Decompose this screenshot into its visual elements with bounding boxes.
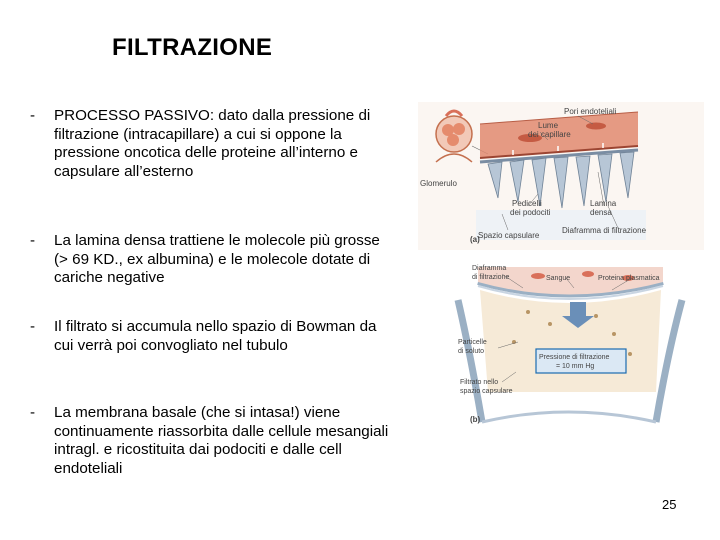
label-pedicelli-2: dei podociti: [510, 208, 551, 217]
label-lamina-1: Lamina: [590, 199, 617, 208]
label-pori-endoteliali: Pori endoteliali: [564, 107, 617, 116]
bullet-marker: -: [30, 404, 36, 421]
label-pressione-2: = 10 mm Hg: [556, 363, 595, 370]
panel-a-diagram: [418, 102, 704, 250]
page-number: 25: [662, 497, 677, 512]
label-lume-2: dei capillare: [528, 130, 571, 139]
bullet-item: [30, 107, 390, 181]
label-proteina-plasmatica: Proteina plasmatica: [598, 275, 660, 282]
label-diaframma-filtrazione-a: Diaframma di filtrazione: [562, 226, 647, 235]
bullet-item: [30, 318, 390, 355]
label-sangue: Sangue: [546, 275, 571, 282]
bullet-marker: -: [30, 232, 36, 249]
glomerular-filtration-figure: [418, 102, 704, 432]
label-pedicelli-1: Pedicelli: [512, 199, 542, 208]
bullet-marker: -: [30, 318, 36, 335]
label-glomerulo: Glomerulo: [420, 179, 457, 188]
bullet-item: [30, 404, 390, 478]
bullet-marker: -: [30, 107, 36, 124]
slide-title: FILTRAZIONE: [112, 34, 273, 61]
label-particelle-2: di soluto: [458, 348, 485, 355]
label-pressione-1: Pressione di filtrazione: [539, 354, 610, 361]
bullet-text: PROCESSO PASSIVO: dato dalla pressione di filtrazione (intracapillare) a cui si oppone la pressione oncotica delle proteine all’interno e capsulare all’esterno: [54, 107, 371, 180]
label-lume-1: Lume: [538, 121, 559, 130]
label-spazio-capsulare: Spazio capsulare: [478, 231, 540, 240]
label-particelle-1: Particelle: [458, 339, 487, 346]
label-diaframma-2: di filtrazione: [472, 274, 510, 281]
panel-b-label: (b): [470, 415, 481, 424]
label-filtrato-2: spazio capsulare: [460, 388, 513, 395]
panel-a-label: (a): [470, 235, 480, 244]
label-diaframma-1: Diaframma: [472, 265, 507, 272]
bullet-text: Il filtrato si accumula nello spazio di Bowman da cui verrà poi convogliato nel tubulo: [54, 318, 377, 354]
label-lamina-2: densa: [590, 208, 612, 217]
bullet-item: [30, 232, 390, 288]
bullet-text: La lamina densa trattiene le molecole più grosse (> 69 KD., ex albumina) e le molecole dotate di cariche negative: [54, 232, 380, 287]
label-filtrato-1: Filtrato nello: [460, 379, 499, 386]
panel-b-diagram: [418, 252, 704, 432]
bullet-text: La membrana basale (che si intasa!) viene continuamente riassorbita dalle cellule mesangiali intragl. e ricostituita dai podociti e dalle cell endoteliali: [54, 404, 389, 477]
